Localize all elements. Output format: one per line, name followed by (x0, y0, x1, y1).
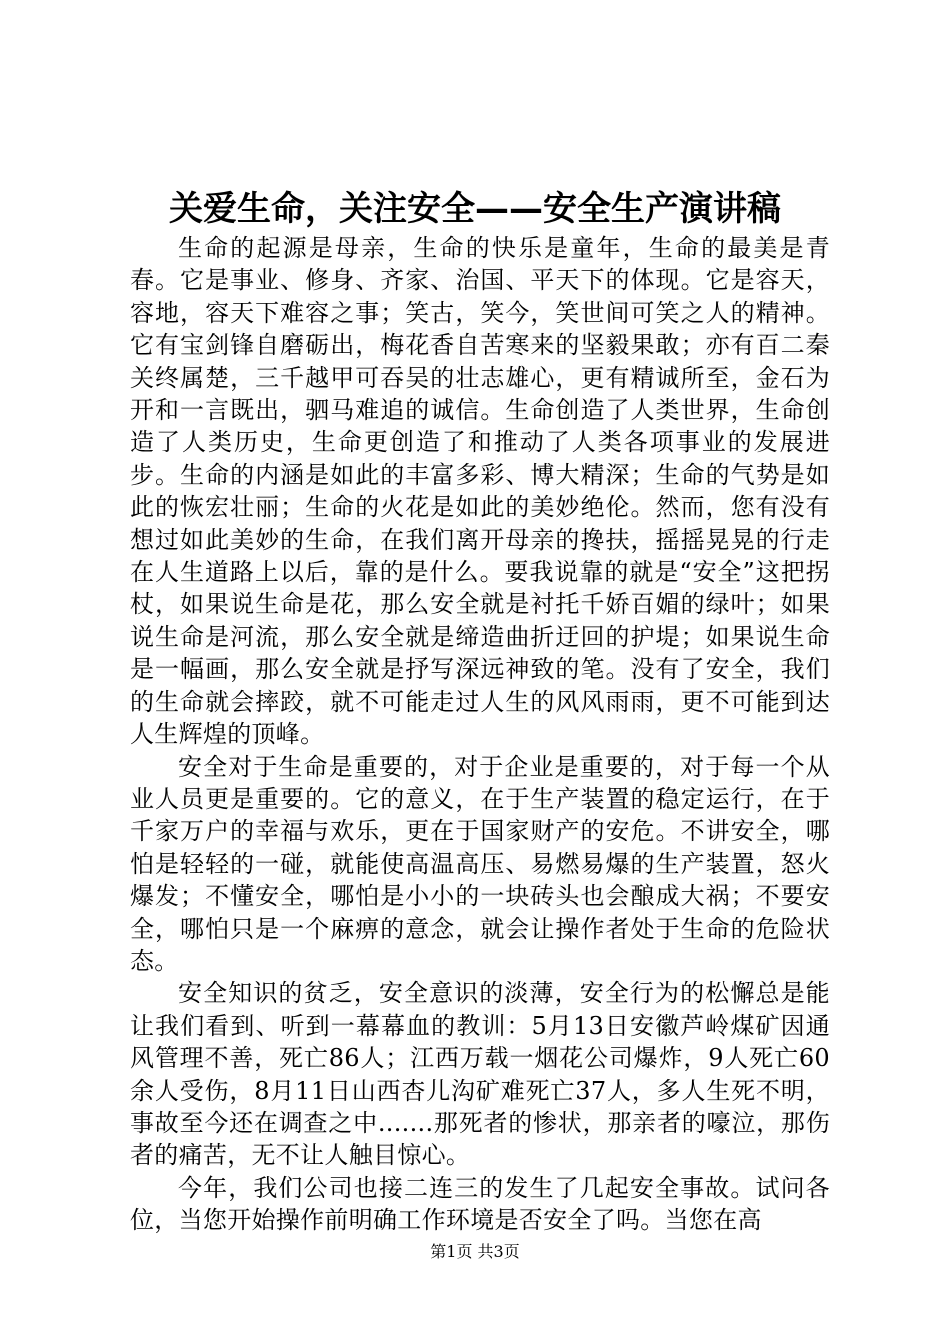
paragraph-2: 安全对于生命是重要的，对于企业是重要的，对于每一个从业人员更是重要的。它的意义，在于生产装置的稳定运行，在于千家万户的幸福与欢乐，更在于国家财产的安危。不讲安全，哪怕是轻轻的一碰，就能使高温高压、易燃易爆的生产装置，怒火爆发；不懂安全，哪怕是小小的一块砖头也会酿成大祸；不要安全，哪怕只是一个麻痹的意念，就会让操作者处于生命的危险状态。 (130, 752, 830, 975)
paragraph-1: 生命的起源是母亲，生命的快乐是童年，生命的最美是青春。它是事业、修身、齐家、治国、平天下的体现。它是容天，容地，容天下难容之事；笑古，笑今，笑世间可笑之人的精神。它有宝剑锋自磨砺出，梅花香自苦寒来的坚毅果敢；亦有百二秦关终属楚，三千越甲可吞吴的壮志雄心，更有精诚所至，金石为开和一言既出，驷马难追的诚信。生命创造了人类世界，生命创造了人类历史，生命更创造了和推动了人类各项事业的发展进步。生命的内涵是如此的丰富多彩、博大精深；生命的气势是如此的恢宏壮丽；生命的火花是如此的美妙绝伦。然而，您有没有想过如此美妙的生命，在我们离开母亲的搀扶，摇摇晃晃的行走在人生道路上以后，靠的是什么。要我说靠的就是“安全”这把拐杖，如果说生命是花，那么安全就是衬托千娇百媚的绿叶；如果说生命是河流，那么安全就是缔造曲折迂回的护堤；如果说生命是一幅画，那么安全就是抒写深远神致的笔。没有了安全，我们的生命就会摔跤，就不可能走过人生的风风雨雨，更不可能到达人生辉煌的顶峰。 (130, 234, 830, 749)
document-body (130, 232, 830, 1237)
page-number-footer: 第1页 共3页 (430, 1242, 520, 1261)
paragraph-4: 今年，我们公司也接二连三的发生了几起安全事故。试问各位，当您开始操作前明确工作环境是否安全了吗。当您在高 (130, 1173, 830, 1235)
document-title: 关爱生命，关注安全——安全生产演讲稿 (169, 189, 781, 229)
paragraph-3: 安全知识的贫乏，安全意识的淡薄，安全行为的松懈总是能让我们看到、听到一幕幕血的教训：5月13日安徽芦岭煤矿因通风管理不善，死亡86人；江西万载一烟花公司爆炸，9人死亡60余人受伤，8月11日山西杏儿沟矿难死亡37人，多人生死不明，事故至今还在调查之中.......那死者的惨状，那亲者的嚎泣，那伤者的痛苦，无不让人触目惊心。 (130, 979, 830, 1170)
